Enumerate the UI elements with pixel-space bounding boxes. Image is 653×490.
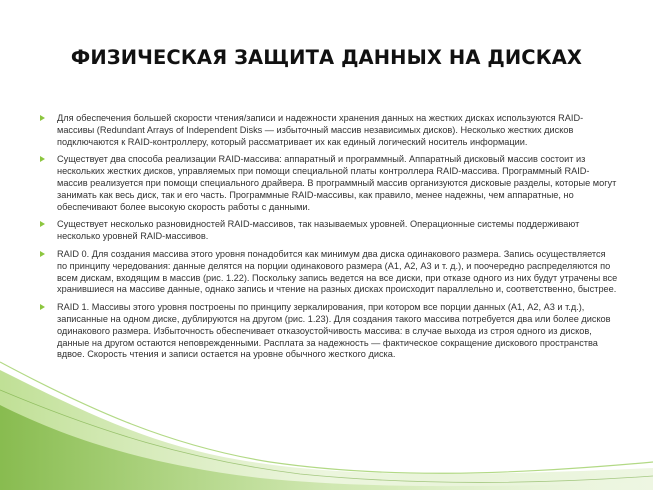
bullet-text: RAID 1. Массивы этого уровня построены по принципу зеркалирования, при котором все порции данных (А1, А2, А3 и т.д.), записанные на одном диске, дублируются на другом (рис. 1.23). Для создания такого массива потребуется два или более дисков одинакового размера. Избыточность обеспечивает отказоустойчивость массива: в случае выхода из строя одного из дисков, данные на другом остаются неповрежденными. Расплата за надежность — фактическое сокращение дискового пространства вдвое. Скорость чтения и записи остается на уровне обычного жесткого диска. (57, 302, 611, 360)
triangle-bullet-icon (40, 221, 45, 227)
slide-title: ФИЗИЧЕСКАЯ ЗАЩИТА ДАННЫХ НА ДИСКАХ (70, 46, 583, 69)
triangle-bullet-icon (40, 156, 45, 162)
bullet-text: RAID 0. Для создания массива этого уровня понадобится как минимум два диска одинакового размера. Запись осуществляется по принципу чередования: данные делятся на порции одинакового размера (А1, А2, А3 и т. д.), и поочередно распределяются по всем дискам, входящим в массив (рис. 1.22). Поскольку запись ведется на все диски, при отказе одного из них будут утрачены все хранившиеся на массиве данные, однако запись и чтение на разных дисках происходит параллельно и, соответственно, быстрее. (57, 248, 618, 295)
triangle-bullet-icon (40, 115, 45, 121)
bullet-list (38, 113, 618, 367)
decorative-wave-graphic (0, 350, 653, 490)
bullet-item (38, 113, 618, 148)
bullet-item (38, 302, 618, 361)
bullet-item (38, 249, 618, 296)
bullet-text: Для обеспечения большей скорости чтения/записи и надежности хранения данных на жестких дисках используются RAID-массивы (Redundant Arrays of Independent Disks — избыточный массив независимых дисков). Несколько жестких дисков подключаются к RAID-контроллеру, который рассматривает их как единый логический носитель информации. (57, 113, 584, 147)
bullet-text: Существует два способа реализации RAID-массива: аппаратный и программный. Аппаратный дисковый массив состоит из нескольких жестких дисков, управляемых при помощи специальной платы контроллера RAID-массива. Программный RAID-массив реализуется при помощи специального драйвера. В программный массив организуются дисковые разделы, которые могут занимать как весь диск, так и его часть. Программные RAID-массивы, как правило, менее надежны, чем аппаратные, но обеспечивают более высокую скорость работы с данными. (57, 154, 617, 212)
triangle-bullet-icon (40, 304, 45, 310)
bullet-item (38, 219, 618, 243)
bullet-item (38, 154, 618, 213)
bullet-text: Существует несколько разновидностей RAID-массивов, так называемых уровней. Операционные системы поддерживают несколько уровней RAID-массивов. (57, 219, 580, 242)
triangle-bullet-icon (40, 251, 45, 257)
